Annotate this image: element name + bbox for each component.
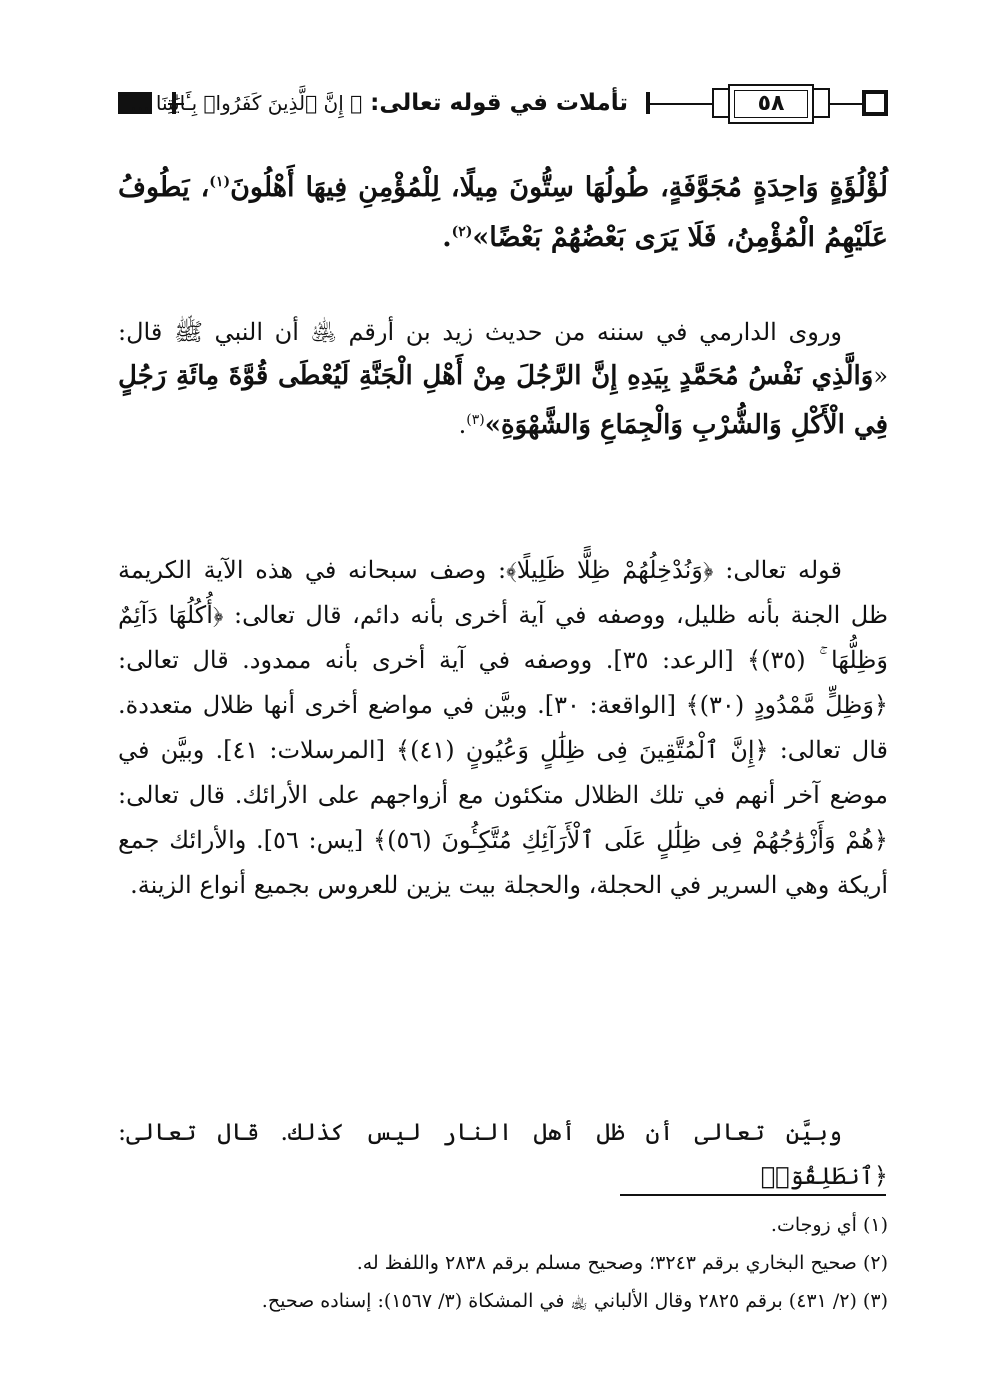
header-knot-right [812,88,830,118]
header-title [118,90,628,116]
hadith-continuation: لُؤْلُؤَةٍ وَاحِدَةٍ مُجَوَّفَةٍ، طُولُهَا سِتُّونَ مِيلًا، لِلْمُؤْمِنِ فِيهَا أَهْلُونَ$^{(١)}$، يَطُوفُ عَلَيْهِمُ الْمُؤْمِنُ، فَلَا يَرَى بَعْضُهُمْ بَعْضًا»$^{(٢)}$. [118,172,888,253]
hadith1-text: لُؤْلُؤَةٍ وَاحِدَةٍ مُجَوَّفَةٍ، طُولُهَا سِتُّونَ مِيلًا، لِلْمُؤْمِنِ فِيهَا أَهْلُونَ [230,172,888,203]
footnote-ref-1: (١) [209,174,231,190]
header-title-label: تأملات في قوله تعالى: [362,90,628,116]
page-header [118,78,888,132]
commentary-paragraph: قوله تعالى: ﴿وَنُدْخِلُهُمْ ظِلًّا ظَلِيلًا﴾: وصف سبحانه في هذه الآية الكريمة ظل الجنة بأنه ظليل، ووصفه في آية أخرى بأنه دائم، قال تعالى: ﴿أُكُلُهَا دَآئِمٌ وَظِلُّهَا ۚ (٣٥)﴾ [الرعد: ٣٥]. ووصفه في آية أخرى بأنه ممدود. قال تعالى: ﴿وَظِلٍّ مَّمْدُودٍ (٣٠)﴾ [الواقعة: ٣٠]. وبيَّن في مواضع أخرى أنها ظلال متعددة. قال تعالى: ﴿إِنَّ ٱلْمُتَّقِينَ فِى ظِلَٰلٍ وَعُيُونٍ (٤١)﴾ [المرسلات: ٤١]. وبيَّن في موضع آخر أنهم في تلك الظلال متكئون مع أزواجهم على الأرائك. قال تعالى: ﴿هُمْ وَأَزْوَٰجُهُمْ فِى ظِلَٰلٍ عَلَى ٱلْأَرَآئِكِ مُتَّكِـُٔونَ (٥٦)﴾ [يس: ٥٦]. والأرائك جمع أريكة وهي السرير في الحجلة، والحجلة بيت يزين للعروس بجميع أنواع الزينة. [118,556,888,899]
footnote-1: (١) أي زوجات. [770,1214,888,1236]
header-end-square [862,90,888,116]
footnote-ref-2: (٢) [451,224,473,240]
page-number-frame [728,84,814,124]
footnote-3: (٣) (٢/ ٤٣١) برقم ٢٨٢٥ وقال الألباني ﵀ في المشكاة (٣/ ١٥٦٧): إسناده صحيح. [261,1290,888,1312]
footnote-ref-3: (٣) [466,412,485,428]
footnotes [118,1206,888,1320]
closing-paragraph: وبيَّن تعالى أن ظل أهل النار ليس كذلك. قال تعالى: ﴿ٱنطَلِقُوٓا۟ [118,1118,888,1190]
page-number: ٥٨ [757,91,785,116]
hadith1-text-cont: ، يَطُوفُ عَلَيْهِمُ الْمُؤْمِنُ، فَلَا يَرَى بَعْضُهُمْ بَعْضًا» [118,172,888,253]
darimi-intro: وروى الدارمي في سننه من حديث زيد بن أرقم ﵁ أن النبي ﷺ قال: « [118,318,888,390]
header-rule-right [830,103,862,105]
darimi-hadith: وَالَّذِي نَفْسُ مُحَمَّدٍ بِيَدِهِ إِنَّ الرَّجُلَ مِنْ أَهْلِ الْجَنَّةِ لَيُعْطَى قُوَّةَ مِائَةِ رَجُلٍ فِي الْأَكْلِ وَالشُّرْبِ وَالْجِمَاعِ وَالشَّهْوَةِ» [118,361,888,440]
footnote-2: (٢) صحيح البخاري برقم ٣٢٤٣؛ وصحيح مسلم برقم ٢٨٣٨ واللفظ له. [356,1252,888,1274]
header-rule-mid [650,103,716,105]
header-ayah-snippet: ﴿ إِنَّ ٱلَّذِينَ كَفَرُوا۟ بِـَٔايَٰتِنَا ...﴾ [118,91,363,115]
footnote-divider [620,1194,886,1196]
darimi-paragraph: وروى الدارمي في سننه من حديث زيد بن أرقم ﵁ أن النبي ﷺ قال: «وَالَّذِي نَفْسُ مُحَمَّدٍ بِيَدِهِ إِنَّ الرَّجُلَ مِنْ أَهْلِ الْجَنَّةِ لَيُعْطَى قُوَّةَ مِائَةِ رَجُلٍ فِي الْأَكْلِ وَالشُّرْبِ وَالْجِمَاعِ وَالشَّهْوَةِ»$^{(٣)}$. [118,318,888,440]
